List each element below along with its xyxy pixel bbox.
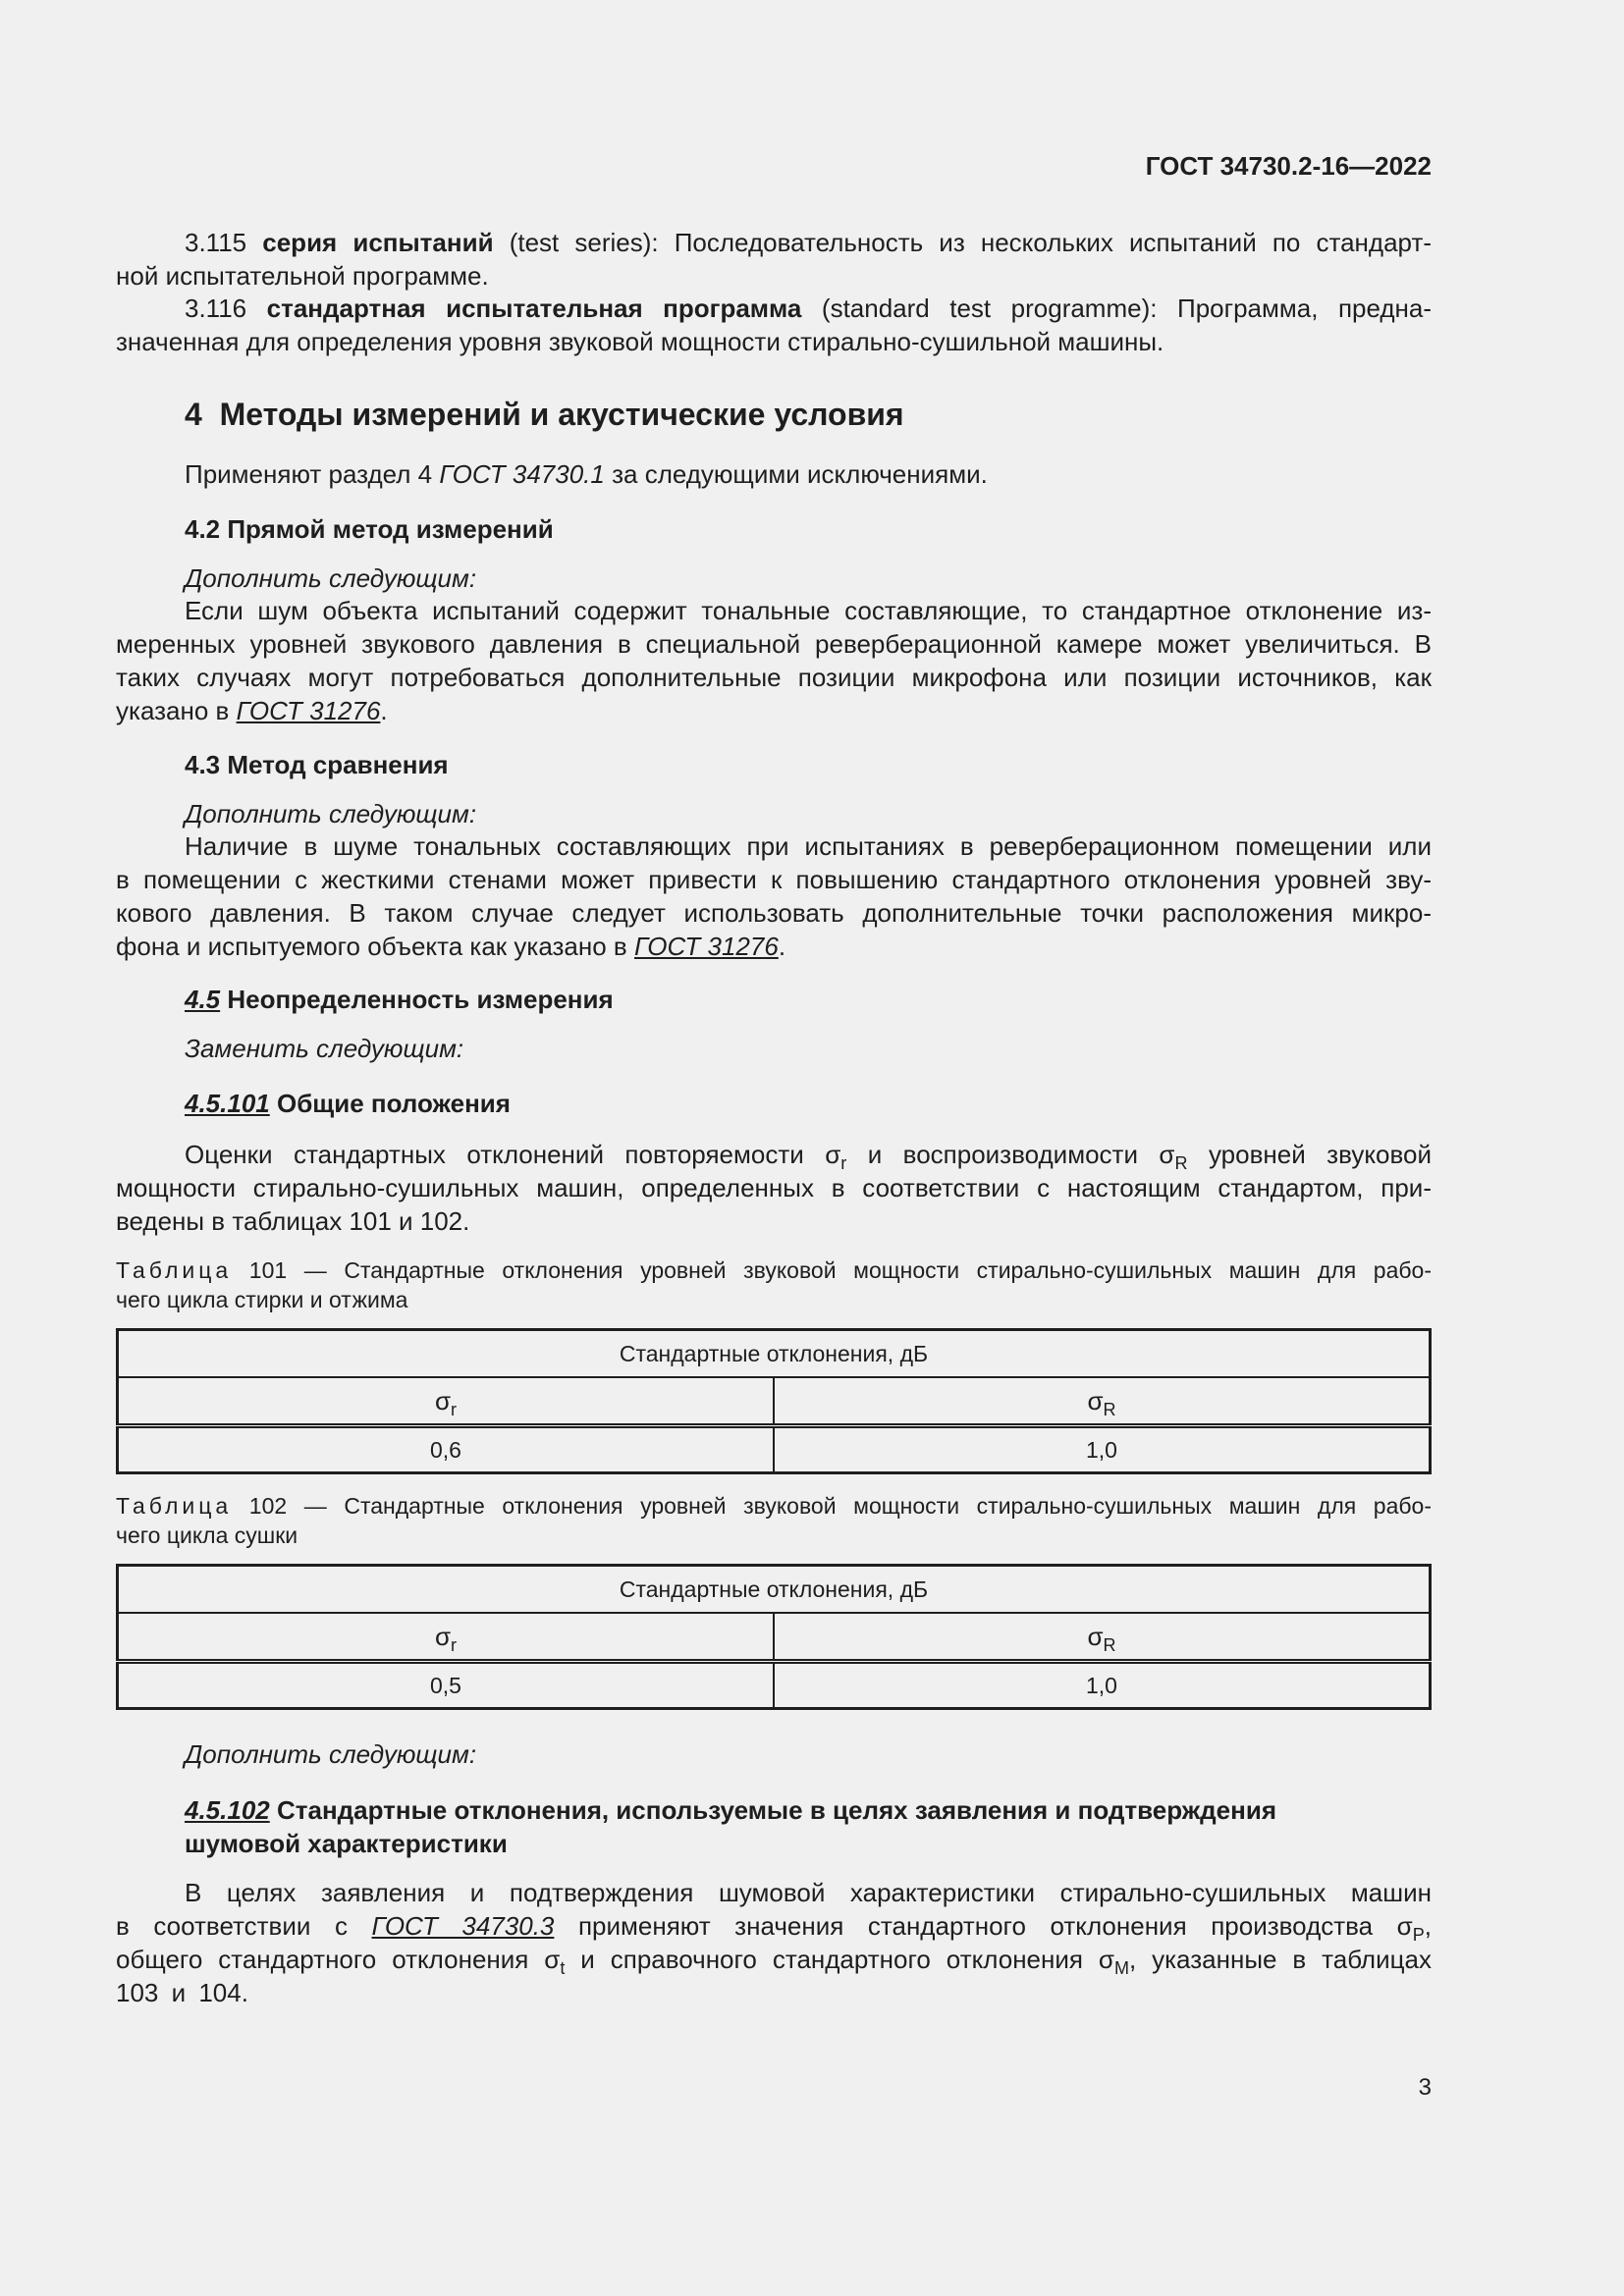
section-number: 4.5.101	[185, 1089, 270, 1118]
table-102	[116, 1564, 1432, 1710]
instruction-4-2: Дополнить следующим:	[185, 563, 477, 593]
table-101-caption: Таблица 101 — Стандартные отклонения уровней звуковой мощности стирально-сушильных машин для рабо-	[116, 1257, 1433, 1283]
term-3-116-cont: значенная для определения уровня звуковой мощности стирально-сушильной машины.	[116, 327, 1164, 356]
instruction-4-5-102: Дополнить следующим:	[185, 1739, 477, 1769]
section-number: 4.5	[185, 985, 221, 1014]
section-title: Общие положения	[276, 1089, 511, 1118]
table-header: Стандартные отклонения, дБ	[118, 1330, 1431, 1378]
term-3-115-cont: ной испытательной программе.	[116, 261, 489, 291]
reference-gost-31276[interactable]: ГОСТ 31276	[633, 932, 779, 961]
term-3-115	[185, 226, 1432, 259]
paragraph-line: таких случаях могут потребоваться дополнительные позиции микрофона или позиции источников, как	[116, 663, 1432, 692]
column-sigma-R: $\sigma_R$	[774, 1377, 1431, 1426]
term-title: серия испытаний	[262, 228, 494, 257]
table-101-caption-cont: чего цикла стирки и отжима	[116, 1287, 408, 1312]
section-title: Неопределенность измерения	[227, 985, 614, 1014]
paragraph-line: меренных уровней звукового давления в специальной реверберационной камере может увеличиться. В	[116, 629, 1432, 659]
subsection-4-3-heading: 4.3 Метод сравнения	[185, 750, 449, 779]
table-label: Таблица	[116, 1257, 233, 1283]
reference-gost-34730-1[interactable]: ГОСТ 34730.1	[439, 459, 605, 489]
table-cell: 1,0	[774, 1662, 1431, 1709]
document-code: ГОСТ 34730.2-16—2022	[1145, 151, 1432, 181]
section-title: Методы измерений и акустические условия	[219, 397, 904, 432]
term-definition: Последовательность из нескольких испытаний по стандарт-	[674, 228, 1433, 257]
paragraph-line: указано в ГОСТ 31276.	[116, 696, 388, 725]
paragraph-line: в помещении с жесткими стенами может привести к повышению стандартного отклонения уровней зву-	[116, 865, 1432, 894]
table-cell: 0,5	[118, 1662, 775, 1709]
section-number: 4	[185, 397, 202, 432]
term-definition: Программа, предна-	[1177, 294, 1433, 323]
column-sigma-r: $\sigma_r$	[118, 1613, 775, 1662]
paragraph-line: В целях заявления и подтверждения шумовой характеристики стирально-сушильных машин	[185, 1878, 1432, 1907]
paragraph-line: фона и испытуемого объекта как указано в ГОСТ 31276.	[116, 932, 786, 961]
column-sigma-r: $\sigma_r$	[118, 1377, 775, 1426]
subsection-4-5-102-heading-cont: шумовой характеристики	[185, 1829, 508, 1858]
section-number: 4.5.102	[185, 1795, 270, 1825]
paragraph-line: Если шум объекта испытаний содержит тональные составляющие, то стандартное отклонение из-	[185, 596, 1432, 625]
subsection-4-5-102-heading	[185, 1793, 1276, 1827]
table-label: Таблица	[116, 1493, 233, 1519]
term-number: 3.116	[185, 294, 247, 323]
instruction-4-5: Заменить следующим:	[185, 1034, 464, 1063]
column-sigma-R: $\sigma_R$	[774, 1613, 1431, 1662]
reference-gost-34730-3[interactable]: ГОСТ 34730.3	[371, 1911, 555, 1941]
paragraph-line: мощности стирально-сушильных машин, определенных в соответствии с настоящим стандартом, при-	[116, 1173, 1432, 1202]
table-102-caption: Таблица 102 — Стандартные отклонения уровней звуковой мощности стирально-сушильных машин для рабо-	[116, 1493, 1433, 1519]
table-101	[116, 1328, 1432, 1474]
page-number: 3	[1418, 2074, 1432, 2101]
paragraph-line: кового давления. В таком случае следует использовать дополнительные точки расположения микро-	[116, 898, 1432, 928]
reference-gost-31276[interactable]: ГОСТ 31276	[236, 696, 381, 725]
table-cell: 1,0	[774, 1426, 1431, 1473]
term-3-116	[185, 292, 1432, 325]
paragraph-line: Наличие в шуме тональных составляющих при испытаниях в реверберационном помещении или	[185, 831, 1432, 861]
term-english: (test series):	[509, 228, 659, 257]
paragraph-line: Оценки стандартных отклонений повторяемости $\sigma_r$ и воспроизводимости $\sigma_R$ уровней звуковой	[185, 1140, 1432, 1173]
table-102-caption-cont: чего цикла сушки	[116, 1522, 298, 1548]
section-title: Стандартные отклонения, используемые в целях заявления и подтверждения	[276, 1795, 1276, 1825]
subsection-4-5-heading	[185, 985, 614, 1015]
table-cell: 0,6	[118, 1426, 775, 1473]
paragraph-line: ведены в таблицах 101 и 102.	[116, 1206, 470, 1236]
instruction-4-3: Дополнить следующим:	[185, 799, 477, 828]
section-4-heading	[185, 397, 904, 433]
subsection-4-5-101-heading	[185, 1089, 511, 1119]
table-header: Стандартные отклонения, дБ	[118, 1566, 1431, 1614]
paragraph-line: общего стандартного отклонения $\sigma_t$ и справочного стандартного отклонения $\sigma_M$, указанные в таблицах	[116, 1945, 1432, 1978]
term-number: 3.115	[185, 228, 247, 257]
paragraph-line: в соответствии с ГОСТ 34730.3 применяют значения стандартного отклонения производства $\sigma_P$,	[116, 1911, 1432, 1945]
term-title: стандартная испытательная программа	[266, 294, 802, 323]
section-4-intro: Применяют раздел 4 ГОСТ 34730.1 за следующими исключениями.	[185, 459, 988, 489]
subsection-4-2-heading: 4.2 Прямой метод измерений	[185, 514, 554, 544]
term-english: (standard test programme):	[821, 294, 1158, 323]
paragraph-line: 103 и 104.	[116, 1978, 248, 2007]
